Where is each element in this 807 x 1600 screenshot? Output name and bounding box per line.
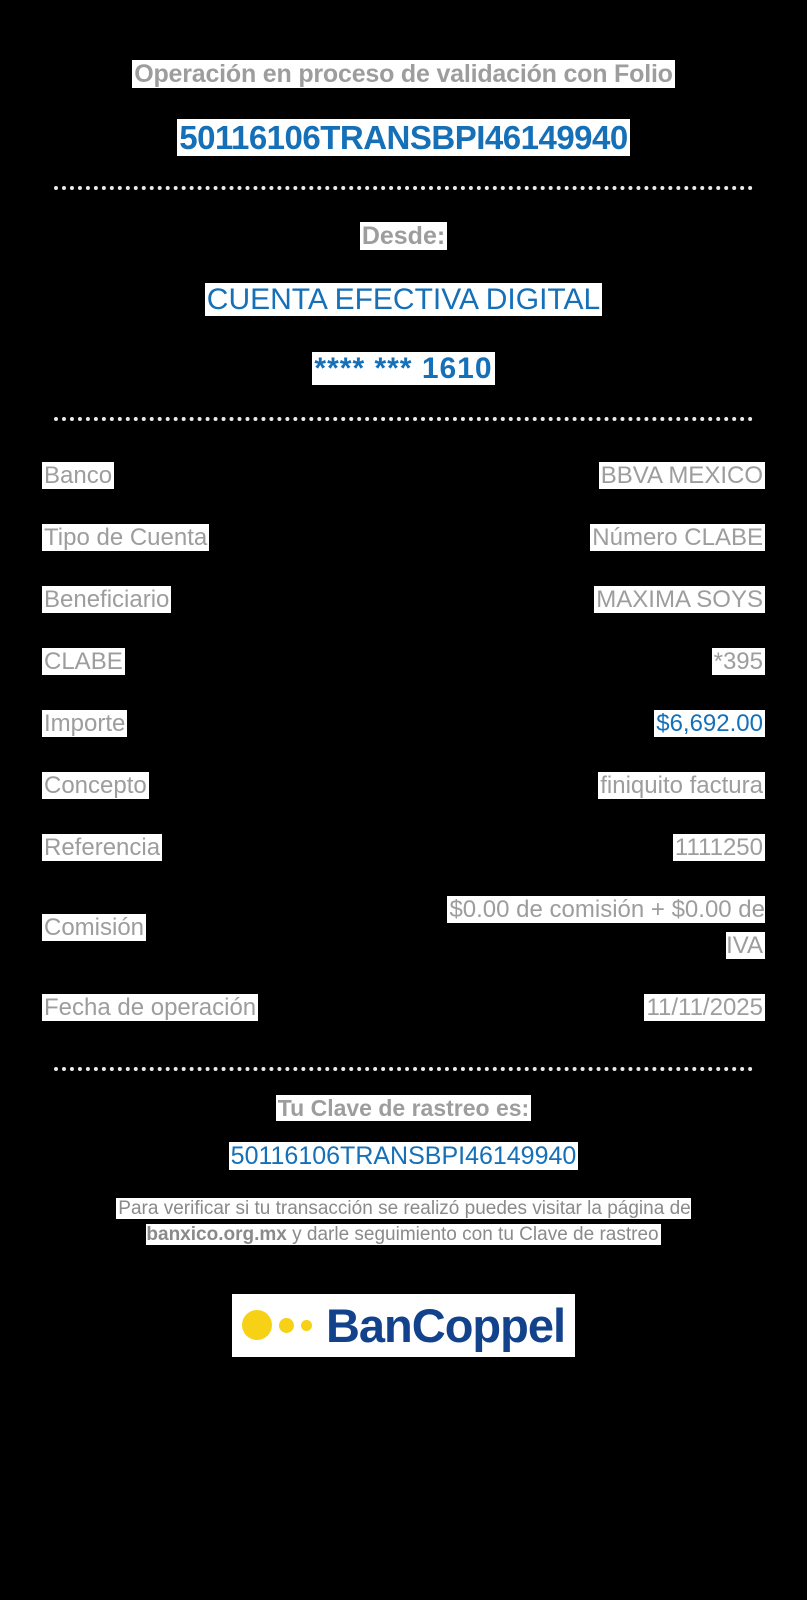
detail-value: finiquito factura — [600, 772, 763, 800]
table-row — [42, 445, 765, 507]
page-title: Operación en proceso de validación con Folio — [134, 60, 673, 88]
table-row — [42, 817, 765, 879]
trace-label: Tu Clave de rastreo es: — [277, 1095, 530, 1122]
detail-value: 11/11/2025 — [646, 994, 763, 1022]
table-row — [42, 693, 765, 755]
table-row — [42, 631, 765, 693]
circle-icon — [242, 1310, 272, 1340]
from-label: Desde: — [361, 222, 446, 251]
origin-account-mask: **** *** 1610 — [314, 351, 493, 385]
details-table — [42, 445, 765, 1039]
divider-top — [54, 186, 753, 190]
detail-label: Fecha de operación — [44, 994, 257, 1022]
origin-account-mask-row — [42, 349, 765, 390]
circle-icon — [279, 1318, 294, 1333]
legal-text — [116, 1198, 690, 1245]
trace-code-row — [42, 1140, 765, 1174]
legal-note — [42, 1196, 765, 1248]
detail-value: $0.00 de comisión + $0.00 de IVA — [449, 896, 765, 960]
origin-account-row — [42, 280, 765, 321]
brand-logo-inner — [232, 1294, 575, 1357]
circle-icon — [301, 1320, 312, 1331]
receipt-title-row — [42, 0, 765, 92]
origin-account-name: CUENTA EFECTIVA DIGITAL — [206, 283, 601, 317]
detail-value: *395 — [713, 648, 763, 676]
trace-code: 50116106TRANSBPI46149940 — [230, 1142, 577, 1171]
table-row — [42, 569, 765, 631]
table-row — [42, 977, 765, 1039]
folio-value: 50116106TRANSBPI46149940 — [179, 118, 628, 156]
detail-value: Número CLABE — [592, 524, 763, 552]
detail-label: Comisión — [44, 914, 145, 942]
trace-label-row — [42, 1093, 765, 1124]
divider-bottom — [54, 1067, 753, 1071]
detail-label: Banco — [44, 462, 113, 490]
banxico-link[interactable]: banxico.org.mx — [146, 1223, 287, 1245]
detail-value: 1111250 — [674, 834, 763, 862]
detail-value: MAXIMA SOYS — [596, 586, 763, 614]
detail-value-amount: $6,692.00 — [656, 710, 763, 738]
logo-dots — [242, 1310, 312, 1340]
folio-row — [42, 116, 765, 161]
detail-label: Concepto — [44, 772, 147, 800]
detail-label: Referencia — [44, 834, 161, 862]
brand-logo — [42, 1294, 765, 1357]
legal-text-part1: Para verificar si tu transacción se realizó puedes visitar la página de — [118, 1197, 691, 1219]
detail-label: CLABE — [44, 648, 123, 676]
detail-value: BBVA MEXICO — [600, 462, 763, 490]
from-label-row — [42, 220, 765, 254]
detail-label: Beneficiario — [44, 586, 170, 614]
table-row — [42, 879, 765, 977]
brand-name: BanCoppel — [325, 1298, 566, 1352]
table-row — [42, 755, 765, 817]
table-row — [42, 507, 765, 569]
legal-text-part2: y darle seguimiento con tu Clave de rastreo — [286, 1223, 659, 1245]
detail-label: Tipo de Cuenta — [44, 524, 208, 552]
detail-label: Importe — [44, 710, 126, 738]
divider-middle — [54, 417, 753, 421]
